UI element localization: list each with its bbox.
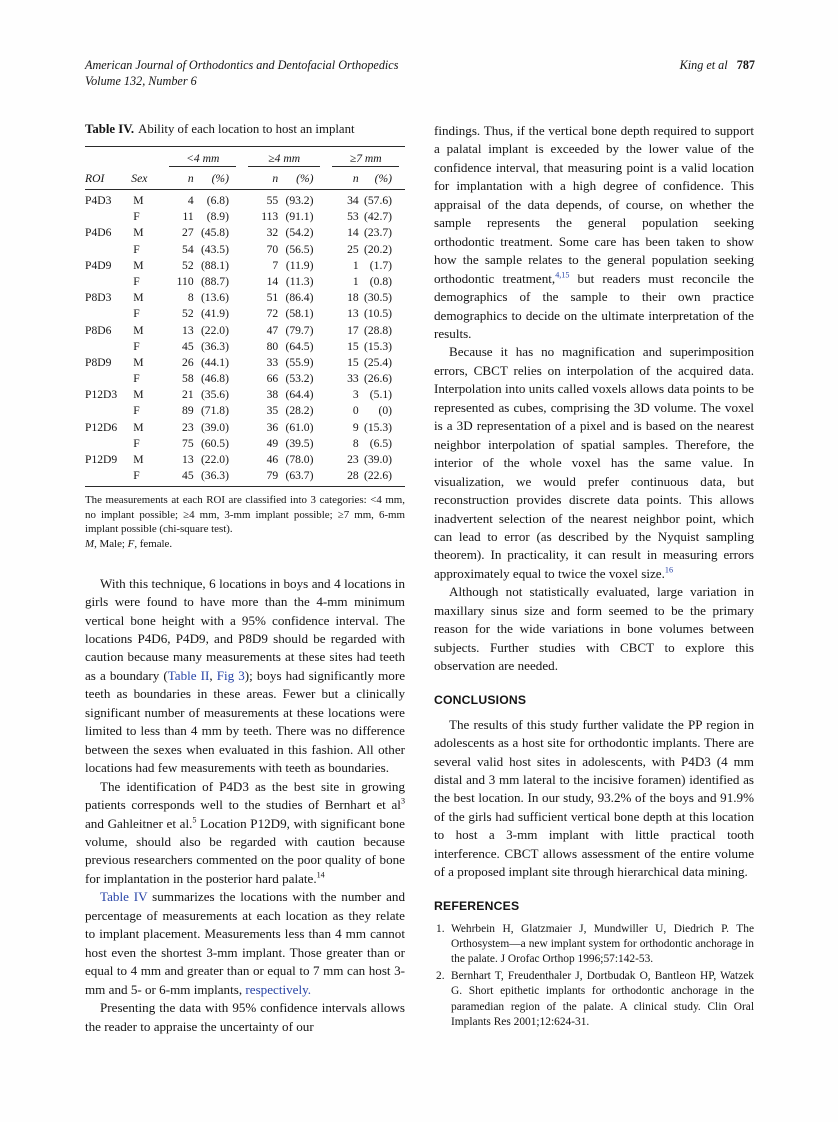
text-run: , (209, 667, 217, 683)
value-cell: (26.6) (363, 372, 392, 386)
value-cell: (15.3) (363, 420, 392, 434)
col-header-n: n (163, 168, 193, 190)
value-cell: (28.8) (363, 323, 392, 337)
roi-cell: P12D6 (85, 420, 118, 434)
table-row (85, 468, 405, 487)
authors-label: King et al (679, 58, 728, 72)
table-row (85, 451, 405, 467)
value-cell: 17 (347, 323, 359, 337)
value-cell: 35 (266, 404, 279, 418)
value-cell: 1 (352, 258, 359, 272)
table-row (85, 435, 405, 451)
roi-cell (85, 468, 131, 487)
table-row (85, 290, 405, 306)
value-cell: (55.9) (285, 355, 314, 369)
text-run: Location P12D9, with significant bone volume, should also be regarded with caution because previous researchers commented on the poor quality of bone for implantation in the posterior hard palate. (85, 815, 405, 886)
value-cell: (35.6) (200, 388, 229, 402)
value-cell: 15 (347, 355, 359, 369)
value-cell: 72 (266, 307, 279, 321)
sex-cell: M (133, 258, 144, 272)
col-header-n: n (242, 168, 278, 190)
sex-cell: F (133, 372, 140, 386)
value-cell: (5.1) (369, 388, 392, 402)
table-row (85, 354, 405, 370)
roi-cell: P4D9 (85, 258, 112, 272)
sex-cell: F (133, 210, 140, 224)
value-cell: (10.5) (363, 307, 392, 321)
sex-cell: F (133, 436, 140, 450)
paragraph (434, 343, 754, 583)
value-cell: 8 (187, 291, 194, 305)
text-run: Presenting the data with 95% confidence intervals allows the reader to appraise the uncertainty of our (85, 1000, 405, 1034)
text-run: The identification of P4D3 as the best site in growing patients corresponds well to the studies of Bernhart et al (85, 778, 405, 813)
value-cell: (22.0) (200, 323, 229, 337)
value-cell: (36.3) (200, 339, 229, 353)
roi-cell: P8D9 (85, 355, 112, 369)
citation-superscript[interactable]: 4,15 (555, 270, 570, 280)
roi-cell (85, 338, 131, 354)
value-cell: (0.8) (369, 274, 392, 288)
value-cell: (86.4) (285, 291, 314, 305)
roi-cell: P8D3 (85, 291, 112, 305)
sex-cell: M (133, 355, 144, 369)
sex-cell: M (133, 226, 144, 240)
value-cell: 89 (182, 404, 194, 418)
table-row (85, 190, 405, 209)
value-cell: (6.8) (206, 194, 229, 207)
sex-cell: M (133, 194, 144, 207)
value-cell: 11 (182, 210, 194, 224)
value-cell: 49 (266, 436, 279, 450)
sex-cell: M (133, 323, 144, 337)
table-row (85, 209, 405, 225)
conclusion-paragraph (434, 716, 754, 882)
value-cell: 51 (266, 291, 279, 305)
value-cell: (57.6) (363, 194, 392, 207)
group-header-ge4mm (242, 147, 327, 169)
cross-reference-link[interactable]: Table II (167, 667, 210, 683)
value-cell: 3 (352, 388, 359, 402)
value-cell: (71.8) (200, 404, 229, 418)
text-run: The results of this study further validate the PP region in adolescents as a host site for orthodontic implants. There are several valid host sites in adolescents, with P4D3 (4 mm distal and 3 mm lateral to the incisive foramen) identified as the best location. In our study, 93.2% of the boys and 91.9% of the girls had sufficient vertical bone depth at this location to host a 3-mm implant with little practical tooth interference. CBCT allows assessment of the entire volume of a proposed implant site through hierarchical data mining. (434, 716, 754, 880)
roi-cell (85, 370, 131, 386)
value-cell: (60.5) (200, 436, 229, 450)
results-table (85, 146, 405, 487)
value-cell: 13 (182, 323, 194, 337)
value-cell: (22.0) (200, 453, 229, 466)
group-header-lt4mm (163, 147, 241, 169)
value-cell: 4 (187, 194, 194, 207)
value-cell: (23.7) (363, 226, 392, 240)
value-cell: (54.2) (285, 226, 314, 240)
value-cell: 52 (182, 258, 194, 272)
reference-list (434, 922, 754, 1031)
table-row (85, 306, 405, 322)
text-run: , Male; (94, 538, 128, 551)
value-cell: 52 (182, 307, 194, 321)
roi-cell: P4D3 (85, 194, 112, 207)
sex-cell: F (133, 274, 140, 288)
value-cell: (20.2) (363, 242, 392, 256)
cross-reference-link[interactable]: Table IV (100, 889, 148, 905)
value-cell: 45 (163, 468, 193, 487)
value-cell: (13.6) (200, 291, 229, 305)
col-header-roi: ROI (85, 168, 131, 190)
sex-cell: M (133, 420, 144, 434)
table-body (85, 190, 405, 487)
sex-cell: F (133, 307, 140, 321)
table-row (85, 257, 405, 273)
text-run: Because it has no magnification and superimposition errors, CBCT relies on interpolation of the acquired data. Interpolation into units called voxels allows data points to be represented as cubes, comprising the 3D volume. The voxel is a 3D representation of a pixel and is based on the nearest neighbor interpolation of spatial samples. Therefore, the interior of the whole voxel has the same value. In visualization, we would prefer continuous data, but reconstruction provides discrete data points. This allows inadvertent selection of the nearest neighbor point, which can lead to error (as described by the Nyquist sampling theorem). In practicality, it can result in measuring errors approximately equal to twice the voxel size. (434, 344, 754, 581)
journal-title: American Journal of Orthodontics and Dentofacial Orthopedics (85, 58, 399, 72)
sex-cell: F (133, 339, 140, 353)
value-cell: (93.2) (285, 194, 314, 207)
roi-cell: P12D9 (85, 453, 118, 466)
value-cell: (15.3) (363, 339, 392, 353)
value-cell: 47 (266, 323, 279, 337)
value-cell: (41.9) (200, 307, 229, 321)
value-cell: (39.5) (285, 436, 314, 450)
value-cell: 36 (266, 420, 279, 434)
roi-cell (85, 241, 131, 257)
citation-superscript[interactable]: 16 (664, 565, 673, 575)
conclusions-heading: CONCLUSIONS (434, 692, 527, 707)
citation-superscript: 14 (316, 870, 325, 880)
value-cell: 33 (347, 372, 359, 386)
table-row (85, 403, 405, 419)
journal-volume: Volume 132, Number 6 (85, 73, 197, 88)
table-caption-text: Ability of each location to host an implant (138, 122, 355, 136)
value-cell: (78.0) (285, 453, 314, 466)
value-cell: (11.9) (285, 258, 314, 272)
value-cell: 66 (266, 372, 279, 386)
page-header (85, 58, 755, 90)
sex-cell: F (133, 242, 140, 256)
value-cell: 13 (182, 453, 194, 466)
value-cell: 14 (347, 226, 359, 240)
text-run: Although not statistically evaluated, large variation in maxillary sinus size and form seemed to be the primary reason for the wide variations in bone volumes between subjects. Further studies with CBCT to explore this observation are needed. (434, 584, 754, 674)
value-cell: 32 (266, 226, 279, 240)
value-cell: 1 (352, 274, 359, 288)
roi-cell (85, 306, 131, 322)
col-header-pct: (%) (359, 168, 405, 190)
value-cell: 46 (266, 453, 279, 466)
value-cell: (63.7) (278, 468, 326, 487)
text-run: M (85, 538, 95, 551)
text-run: findings. Thus, if the vertical bone depth required to support a palatal implant is exceeded by the lower value of the confidence interval, that measuring point is a valid location for implantation with a high degree of confidence. This appraisal of the data depends, of course, on whether the sample represents the general population seeking orthodontic treatment. Some care has been taken to show how the sample relates to the general population seeking orthodontic treatment, (434, 123, 754, 286)
text-run: With this technique, 6 locations in boys and 4 locations in girls were found to have more than the 4-mm minimum vertical bone height with a 95% confidence interval. The locations P4D6, P4D9, and P8D9 should be regarded with caution because many measurements at these sites had teeth as a boundary ( (85, 575, 405, 683)
running-head (680, 58, 755, 74)
sex-cell: F (131, 468, 163, 487)
text-run: but readers must reconcile the demographics of the sample to their own practice demographics to decide on the ultimate interpretation of the results. (434, 270, 754, 341)
group-header-label: ≥7 mm (332, 152, 399, 167)
cross-reference-link[interactable]: respectively. (245, 981, 312, 997)
reference-text: Bernhart T, Freudenthaler J, Dortbudak O, Bantleon HP, Watzek G. Short epithetic implants for orthodontic anchorage in the paramedian region of the palate. A clinical study. Clin Oral Implants Res 2001;12:624-31. (451, 969, 754, 1029)
reference-number: 1. (436, 922, 445, 935)
col-header-pct: (%) (278, 168, 326, 190)
reference-item (434, 969, 754, 1031)
references-heading: REFERENCES (434, 898, 520, 913)
value-cell: 14 (266, 274, 279, 288)
value-cell: 45 (182, 339, 194, 353)
roi-cell (85, 273, 131, 289)
table-row (85, 273, 405, 289)
value-cell: (91.1) (285, 210, 314, 224)
paragraph (85, 575, 405, 778)
value-cell: (64.5) (285, 339, 314, 353)
value-cell: (58.1) (285, 307, 314, 321)
value-cell: (44.1) (200, 355, 229, 369)
text-run: F (127, 538, 135, 551)
value-cell: (46.8) (200, 372, 229, 386)
value-cell: (43.5) (200, 242, 229, 256)
value-cell: (36.3) (194, 468, 242, 487)
group-header-label: <4 mm (169, 152, 235, 167)
table-row (85, 322, 405, 338)
group-header-spacer (85, 147, 163, 169)
value-cell: 18 (347, 291, 359, 305)
value-cell: (42.7) (363, 210, 392, 224)
value-cell: 55 (266, 194, 279, 207)
value-cell: 110 (176, 274, 194, 288)
cross-reference-link[interactable]: Fig 3 (216, 667, 245, 683)
roi-cell: P8D6 (85, 323, 112, 337)
value-cell: (61.0) (285, 420, 314, 434)
journal-info (85, 58, 398, 90)
group-header-ge7mm (326, 147, 405, 169)
col-header-pct: (%) (194, 168, 242, 190)
reference-item (434, 922, 754, 968)
value-cell: 21 (182, 388, 194, 402)
value-cell: (53.2) (285, 372, 314, 386)
value-cell: (28.2) (285, 404, 314, 418)
table-row (85, 225, 405, 241)
value-cell: 27 (182, 226, 194, 240)
value-cell: 25 (347, 242, 359, 256)
reference-text: Wehrbein H, Glatzmaier J, Mundwiller U, Diedrich P. The Orthosystem—a new implant system for orthodontic anchorage in the palate. J Orofac Orthop 1996;57:142-53. (451, 922, 754, 966)
table-footnote: The measurements at each ROI are classified into 3 categories: <4 mm, no implant possible; ≥4 mm, 3-mm implant possible; ≥7 mm, 6-mm implant possible (chi-square test). (85, 494, 405, 536)
citation-superscript: 3 (400, 796, 405, 806)
table-column-header-row (85, 168, 405, 190)
value-cell: 38 (266, 388, 279, 402)
table-row (85, 241, 405, 257)
value-cell: (79.7) (285, 323, 314, 337)
paragraph (434, 583, 754, 675)
value-cell: (64.4) (285, 388, 314, 402)
col-header-sex: Sex (131, 168, 163, 190)
sex-cell: M (133, 453, 144, 466)
value-cell: 58 (182, 372, 194, 386)
value-cell: 0 (352, 404, 359, 418)
paragraph (85, 999, 405, 1036)
value-cell: 15 (347, 339, 359, 353)
value-cell: 23 (182, 420, 194, 434)
right-column (434, 120, 754, 1036)
table-row (85, 387, 405, 403)
value-cell: (88.7) (200, 274, 229, 288)
table-row (85, 419, 405, 435)
table-label: Table IV. (85, 122, 135, 136)
value-cell: 13 (347, 307, 359, 321)
value-cell: (0) (378, 404, 392, 418)
value-cell: (11.3) (285, 274, 314, 288)
value-cell: 26 (182, 355, 194, 369)
value-cell: 33 (266, 355, 279, 369)
citation-superscript: 5 (192, 815, 197, 825)
value-cell: 75 (182, 436, 194, 450)
value-cell: 23 (347, 453, 359, 466)
value-cell: 7 (272, 258, 279, 272)
sex-cell: F (133, 404, 140, 418)
page-number: 787 (736, 58, 755, 72)
two-column-body (85, 120, 755, 1036)
value-cell: 54 (182, 242, 194, 256)
roi-cell (85, 403, 131, 419)
value-cell: (25.4) (363, 355, 392, 369)
table-row (85, 338, 405, 354)
value-cell: (8.9) (206, 210, 229, 224)
value-cell: 70 (266, 242, 279, 256)
table-caption (85, 122, 405, 137)
roi-cell: P4D6 (85, 226, 112, 240)
sex-cell: M (133, 291, 144, 305)
value-cell: (6.5) (369, 436, 392, 450)
reference-number: 2. (436, 969, 445, 982)
value-cell: 79 (242, 468, 278, 487)
table-group-header-row (85, 147, 405, 169)
left-column (85, 120, 405, 1036)
table-row (85, 370, 405, 386)
value-cell: 34 (347, 194, 359, 207)
paragraph (85, 778, 405, 889)
paragraph (434, 122, 754, 343)
roi-cell (85, 209, 131, 225)
value-cell: (1.7) (369, 258, 392, 272)
value-cell: (39.0) (363, 453, 392, 466)
value-cell: 9 (352, 420, 359, 434)
group-header-label: ≥4 mm (248, 152, 321, 167)
paragraph (85, 888, 405, 999)
value-cell: 8 (352, 436, 359, 450)
value-cell: 28 (326, 468, 358, 487)
text-run: ); boys had significantly more teeth as boundaries in these areas. Fewer but a clinically significant number of measurements at these locations were limited to less than 4 mm by teeth. There was no difference between the sexes when evaluated in this fashion. All other locations had few measurements with teeth as boundaries. (85, 667, 405, 776)
roi-cell: P12D3 (85, 388, 118, 402)
value-cell: (30.5) (363, 291, 392, 305)
table-footnote-key (85, 537, 405, 552)
value-cell: (39.0) (200, 420, 229, 434)
value-cell: 80 (266, 339, 279, 353)
value-cell: (88.1) (200, 258, 229, 272)
text-run: and Gahleitner et al. (85, 815, 193, 831)
value-cell: (22.6) (359, 468, 405, 487)
sex-cell: M (133, 388, 144, 402)
value-cell: 53 (347, 210, 359, 224)
roi-cell (85, 435, 131, 451)
value-cell: (45.8) (200, 226, 229, 240)
value-cell: 113 (261, 210, 279, 224)
value-cell: (56.5) (285, 242, 314, 256)
text-run: summarizes the locations with the number and percentage of measurements at each location as they relate to implant placement. Measurements less than 4 mm cannot host even the shortest 3-mm implant. Those greater than or equal to 4 mm and greater than or equal to 7 mm can host 3-mm and 5- or 6-mm implants, (85, 889, 405, 997)
text-run: , female. (134, 538, 173, 551)
col-header-n: n (326, 168, 358, 190)
